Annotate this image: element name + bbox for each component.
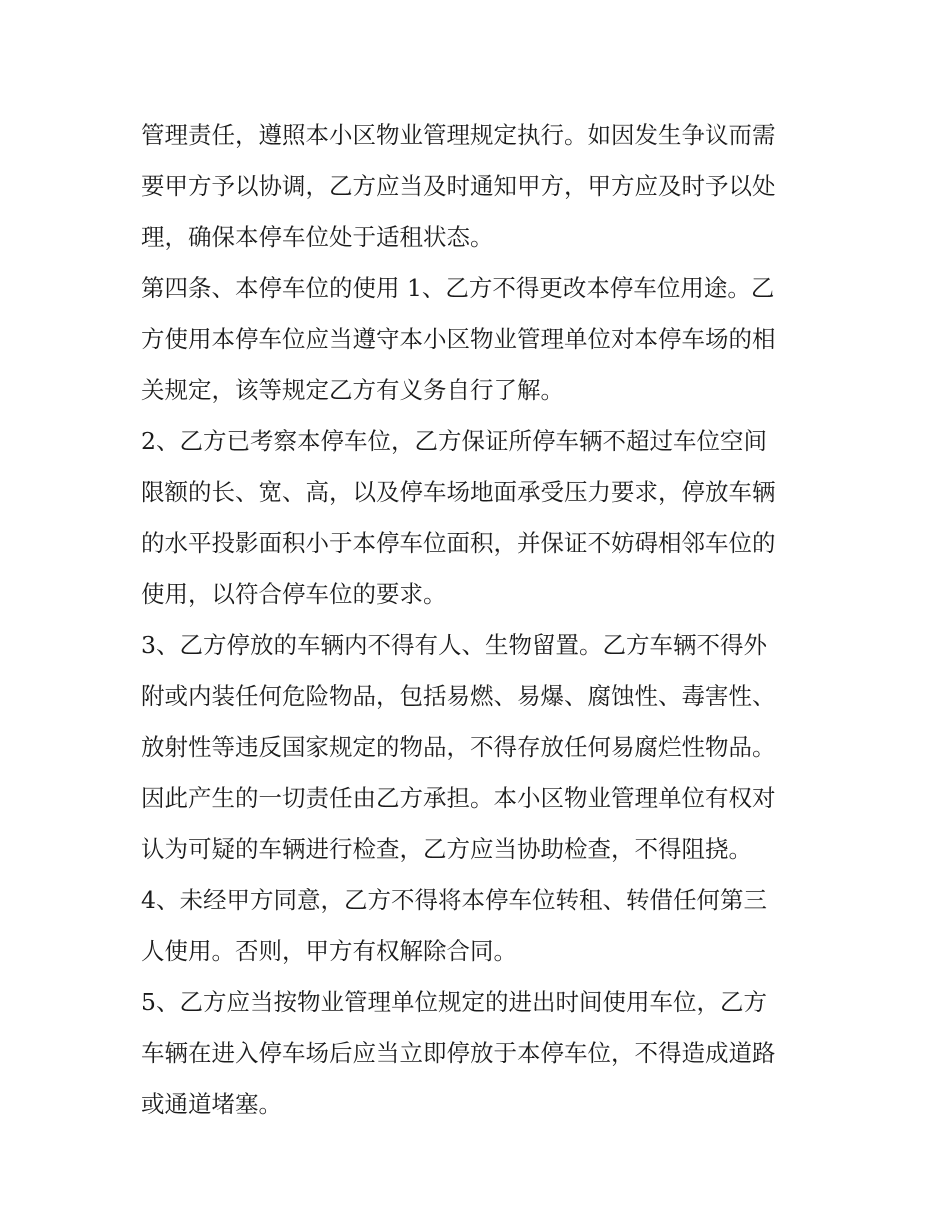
text-line: 5、乙方应当按物业管理单位规定的进出时间使用车位，乙方 (141, 988, 767, 1016)
text-line: 因此产生的一切责任由乙方承担。本小区物业管理单位有权对 (141, 784, 776, 812)
text-line: 车辆在进入停车场后应当立即停放于本停车位，不得造成道路 (141, 1039, 776, 1067)
text-line: 理，确保本停车位处于适租状态。 (141, 223, 494, 251)
document-body (141, 110, 821, 1130)
text-line: 管理责任，遵照本小区物业管理规定执行。如因发生争议而需 (141, 121, 776, 149)
text-line: 2、乙方已考察本停车位，乙方保证所停车辆不超过车位空间 (141, 427, 767, 455)
text-line: 使用，以符合停车位的要求。 (141, 580, 447, 608)
text-line: 的水平投影面积小于本停车位面积，并保证不妨碍相邻车位的 (141, 529, 776, 557)
text-line: 人使用。否则，甲方有权解除合同。 (141, 937, 517, 965)
text-line: 关规定，该等规定乙方有义务自行了解。 (141, 376, 564, 404)
text-line: 认为可疑的车辆进行检查，乙方应当协助检查，不得阻挠。 (141, 835, 752, 863)
text-line: 放射性等违反国家规定的物品，不得存放任何易腐烂性物品。 (141, 733, 776, 761)
text-line: 限额的长、宽、高，以及停车场地面承受压力要求，停放车辆 (141, 478, 776, 506)
text-line: 或通道堵塞。 (141, 1090, 282, 1118)
text-line: 方使用本停车位应当遵守本小区物业管理单位对本停车场的相 (141, 325, 776, 353)
text-line: 4、未经甲方同意，乙方不得将本停车位转租、转借任何第三 (141, 886, 767, 914)
text-line: 第四条、本停车位的使用 1、乙方不得更改本停车位用途。乙 (141, 274, 775, 302)
text-line: 附或内装任何危险物品，包括易燃、易爆、腐蚀性、毒害性、 (141, 682, 776, 710)
text-line: 3、乙方停放的车辆内不得有人、生物留置。乙方车辆不得外 (141, 631, 767, 659)
text-line: 要甲方予以协调，乙方应当及时通知甲方，甲方应及时予以处 (141, 172, 776, 200)
